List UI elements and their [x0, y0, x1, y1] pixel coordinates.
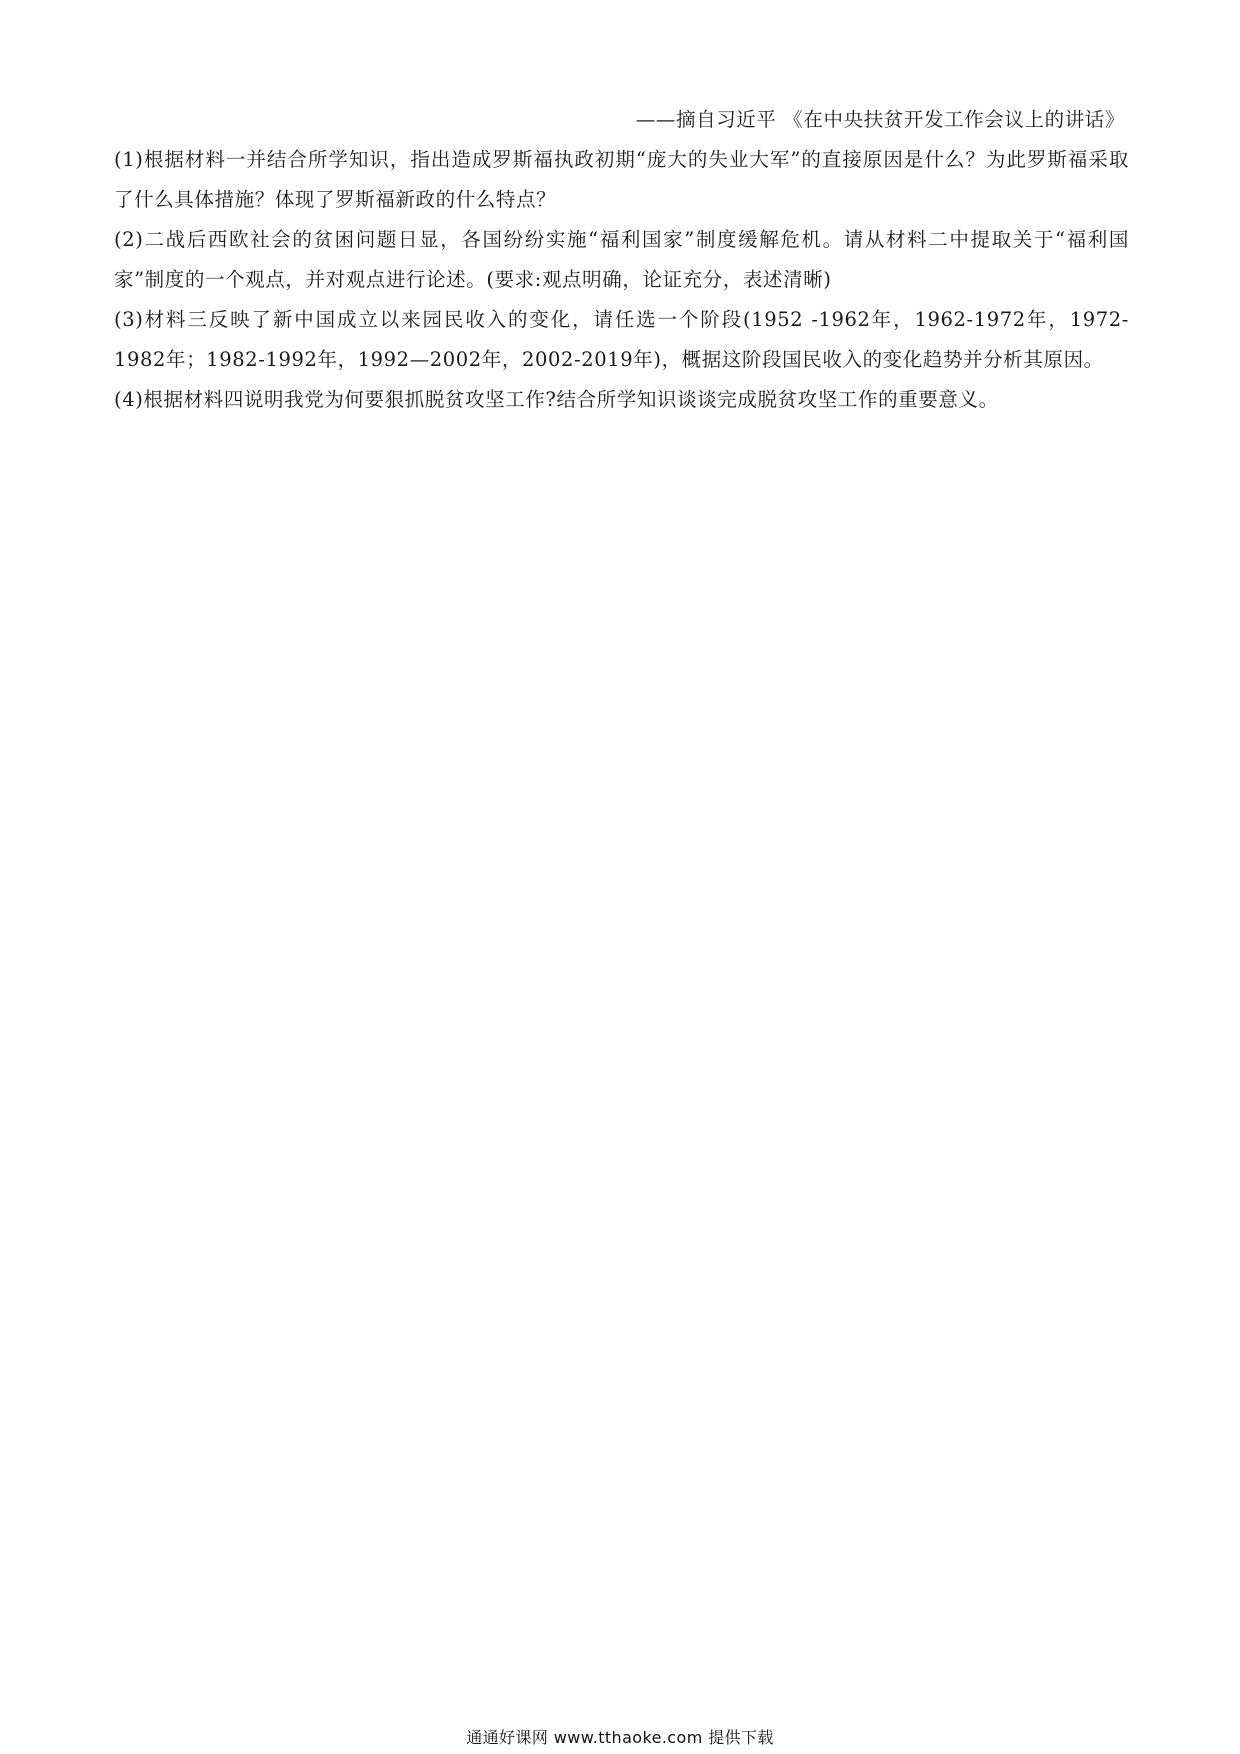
question-2: (2)二战后西欧社会的贫困问题日显，各国纷纷实施“福利国家”制度缓解危机。请从材料二中提取关于“福利国家”制度的一个观点，并对观点进行论述。(要求:观点明确，论证充分，表述清晰)	[114, 228, 1129, 291]
question-3: (3)材料三反映了新中国成立以来园民收入的变化，请任选一个阶段(1952 -1962年，1962-1972年，1972-1982年；1982-1992年，1992—2002年，2002-2019年)，概据这阶段国民收入的变化趋势并分析其原因。	[114, 308, 1129, 371]
source-citation: ——摘自习近平 《在中央扶贫开发工作会议上的讲话》	[635, 108, 1125, 131]
question-1: (1)根据材料一并结合所学知识，指出造成罗斯福执政初期“庞大的失业大军”的直接原因是什么？为此罗斯福采取了什么具体措施？体现了罗斯福新政的什么特点？	[114, 148, 1129, 211]
document-body	[114, 100, 1129, 420]
page-footer: 通通好课网 www.tthaoke.com 提供下载	[466, 1728, 774, 1747]
question-4: (4)根据材料四说明我党为何要狠抓脱贫攻坚工作?结合所学知识谈谈完成脱贫攻坚工作的重要意义。	[114, 388, 999, 411]
